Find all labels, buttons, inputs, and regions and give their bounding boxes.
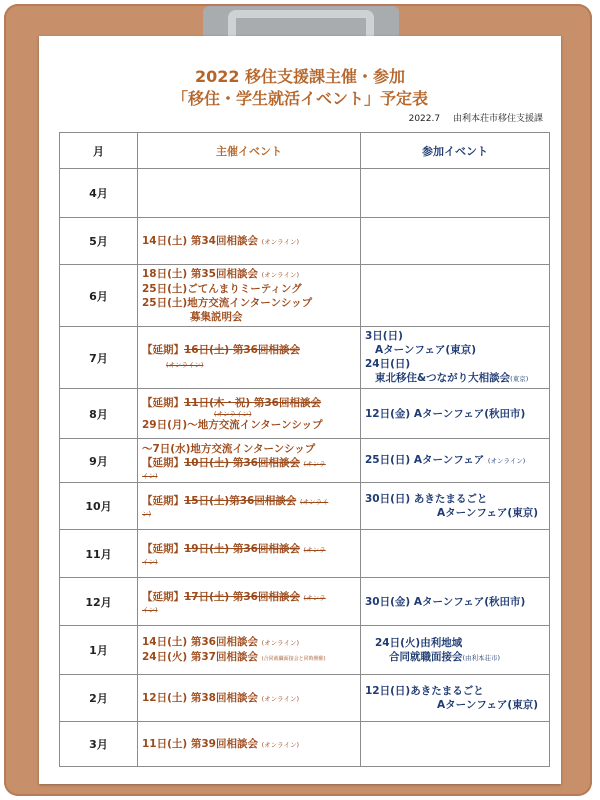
event-text: 24日(火)由利地域 — [375, 636, 463, 649]
event-text: 14日(土) 第34回相談会 — [142, 234, 258, 247]
header-row — [60, 133, 550, 169]
join-cell — [361, 626, 550, 675]
month-cell: 4月 — [60, 169, 138, 218]
event-text: 16日(土) 第36回相談会 — [184, 344, 300, 356]
event-text: 30日(金) Aターンフェア(秋田市) — [365, 595, 526, 608]
title-line-1: 2022 移住支援課主催・参加 — [194, 67, 406, 86]
event-note: (オンラ — [303, 459, 326, 468]
event-note: (由利本荘市) — [462, 653, 501, 662]
event-note: (オンライン) — [261, 638, 300, 647]
month-cell: 5月 — [60, 218, 138, 265]
event-note: (合同就職面接会と同時開催) — [261, 655, 326, 662]
postponed-tag: 【延期】 — [142, 495, 184, 507]
postponed-tag: 【延期】 — [142, 590, 184, 603]
host-cell — [138, 675, 361, 722]
table-row — [60, 578, 550, 626]
host-cell — [138, 530, 361, 578]
month-cell: 8月 — [60, 389, 138, 439]
event-text: 15日(土)第36回相談会 — [184, 495, 297, 507]
host-cell — [138, 389, 361, 439]
event-text: 12日(土) 第38回相談会 — [142, 691, 258, 704]
event-text: 11日(土) 第39回相談会 — [142, 737, 258, 750]
join-cell — [361, 530, 550, 578]
table-row — [60, 626, 550, 675]
host-cell — [138, 327, 361, 389]
event-text: 24日(日) — [365, 358, 411, 370]
month-cell: 11月 — [60, 530, 138, 578]
event-text: 14日(土) 第36回相談会 — [142, 635, 258, 648]
event-note: (オンラ — [303, 593, 326, 602]
month-cell: 10月 — [60, 483, 138, 530]
postponed-tag: 【延期】 — [142, 456, 184, 469]
event-note: ン) — [142, 510, 152, 518]
table-row — [60, 483, 550, 530]
postponed-tag: 【延期】 — [142, 344, 184, 356]
event-text: Aターンフェア(東京) — [375, 344, 476, 356]
event-text: 〜7日(水)地方交流インターンシップ — [142, 442, 316, 455]
event-note: (オンライン) — [261, 237, 300, 246]
title-line-2: 「移住・学生就活イベント」予定表 — [171, 89, 428, 108]
department-name: 由利本荘市移住支援課 — [452, 114, 543, 124]
event-text: Aターンフェア(東京) — [437, 507, 538, 519]
join-cell — [361, 218, 550, 265]
host-cell — [138, 722, 361, 767]
event-text: 30日(日) あきたまるごと — [365, 493, 488, 505]
header-month: 月 — [60, 133, 138, 169]
event-note: (オンライン) — [214, 409, 252, 418]
host-cell — [138, 626, 361, 675]
postponed-tag: 【延期】 — [142, 542, 184, 555]
table-row — [60, 218, 550, 265]
join-cell — [361, 578, 550, 626]
month-cell: 3月 — [60, 722, 138, 767]
host-cell — [138, 265, 361, 327]
event-text: 10日(土) 第36回相談会 — [184, 456, 300, 469]
join-cell — [361, 327, 550, 389]
join-cell — [361, 722, 550, 767]
host-cell — [138, 578, 361, 626]
event-note: (オンライン) — [487, 457, 526, 465]
month-cell: 2月 — [60, 675, 138, 722]
event-text: 24日(火) 第37回相談会 — [142, 650, 258, 663]
event-text: 17日(土) 第36回相談会 — [184, 590, 300, 603]
month-cell: 1月 — [60, 626, 138, 675]
event-note: (東京) — [510, 375, 529, 383]
event-text: 3日(日) — [365, 330, 403, 342]
table-row — [60, 389, 550, 439]
header-join: 参加イベント — [361, 133, 550, 169]
event-text: 25日(土)ごてんまりミーティング — [142, 283, 302, 295]
event-text: 東北移住&つながり大相談会 — [375, 372, 511, 384]
event-text: 29日(月)〜地方交流インターンシップ — [142, 418, 323, 431]
table-row — [60, 265, 550, 327]
event-text: 12日(日)あきたまるごと — [365, 685, 484, 697]
event-note: (オンライン) — [261, 694, 300, 703]
schedule-table — [59, 132, 550, 767]
table-row — [60, 327, 550, 389]
join-cell — [361, 483, 550, 530]
event-note: (オンライン) — [261, 271, 300, 279]
join-cell — [361, 389, 550, 439]
date-line — [399, 111, 543, 124]
event-text: 19日(土) 第36回相談会 — [184, 542, 300, 555]
event-text: 25日(土)地方交流インターンシップ — [142, 297, 313, 309]
join-cell — [361, 265, 550, 327]
header-host: 主催イベント — [138, 133, 361, 169]
issue-date: 2022.7 — [408, 114, 441, 124]
table-row — [60, 530, 550, 578]
month-cell: 7月 — [60, 327, 138, 389]
event-note: (オンライン) — [166, 361, 204, 369]
join-cell — [361, 169, 550, 218]
month-cell: 12月 — [60, 578, 138, 626]
event-note: イン) — [142, 471, 158, 480]
event-text: 25日(日) Aターンフェア — [365, 454, 485, 466]
event-text: 18日(土) 第35回相談会 — [142, 268, 258, 280]
event-note: (オンライン) — [261, 740, 300, 749]
table-row — [60, 675, 550, 722]
join-cell — [361, 675, 550, 722]
month-cell: 9月 — [60, 439, 138, 483]
host-cell — [138, 169, 361, 218]
event-note: イン) — [142, 557, 158, 566]
event-text: 12日(金) Aターンフェア(秋田市) — [365, 407, 526, 420]
host-cell — [138, 218, 361, 265]
event-note: イン) — [142, 605, 158, 614]
join-cell — [361, 439, 550, 483]
event-text: 11日(木・祝) 第36回相談会 — [184, 396, 321, 409]
month-cell: 6月 — [60, 265, 138, 327]
event-note: (オンラ — [303, 545, 326, 554]
event-text: Aターンフェア(東京) — [437, 699, 538, 711]
host-cell — [138, 439, 361, 483]
table-row — [60, 722, 550, 767]
schedule-sheet — [39, 36, 561, 784]
table-row — [60, 439, 550, 483]
event-text: 合同就職面接会 — [389, 650, 463, 663]
table-row — [60, 169, 550, 218]
host-cell — [138, 483, 361, 530]
event-note: (オンライ — [299, 498, 329, 506]
event-text: 募集説明会 — [190, 311, 243, 323]
postponed-tag: 【延期】 — [142, 396, 184, 409]
